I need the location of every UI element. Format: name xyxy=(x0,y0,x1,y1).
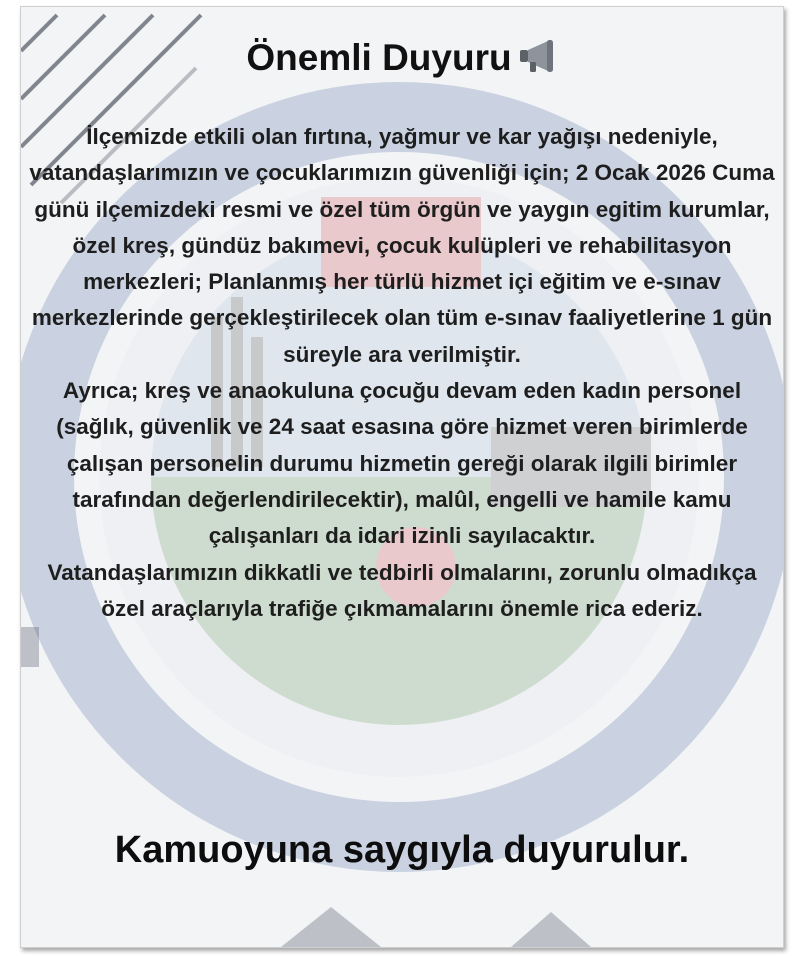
closing-statement: Kamuoyuna saygıyla duyurulur. xyxy=(114,829,690,871)
announcement-frame xyxy=(20,6,784,948)
title-text: Önemli Duyuru xyxy=(246,37,512,78)
paragraph-staff-leave: Ayrıca; kreş ve anaokuluna çocuğu devam eden kadın personel (sağlık, güvenlik ve 24 saat esasına göre hizmet veren birimlerde çalışan personelin durumu hizmetin gereği olarak ilgili birimler tarafından değerlendirilecektir), malûl, engelli ve hamile kamu çalışanları da idari izinli sayılacaktır. xyxy=(56,378,748,549)
paragraph-closure: İlçemizde etkili olan fırtına, yağmur ve kar yağışı nedeniyle, vatandaşlarımızın ve çocuklarımızın güvenliği için; 2 Ocak 2026 Cuma günü ilçemizdeki resmi ve özel tüm örgün ve yaygın egitim kurumlar, özel kreş, gündüz bakımevi, çocuk kulüpleri ve rehabilitasyon merkezleri; Planlanmış her türlü hizmet içi eğitim ve e-sınav merkezlerinde gerçekleştirilecek olan tüm e-sınav faaliyetlerine 1 gün süreyle ara verilmiştir. xyxy=(29,124,775,367)
paragraph-traffic-warning: Vatandaşlarımızın dikkatli ve tedbirli olmalarını, zorunlu olmadıkça özel araçlarıyla trafiğe çıkmamalarını önemle rica ederiz. xyxy=(47,559,757,621)
announcement-body xyxy=(25,119,779,627)
announcement-content xyxy=(21,7,783,947)
announcement-title xyxy=(21,37,783,83)
megaphone-icon xyxy=(518,38,558,83)
